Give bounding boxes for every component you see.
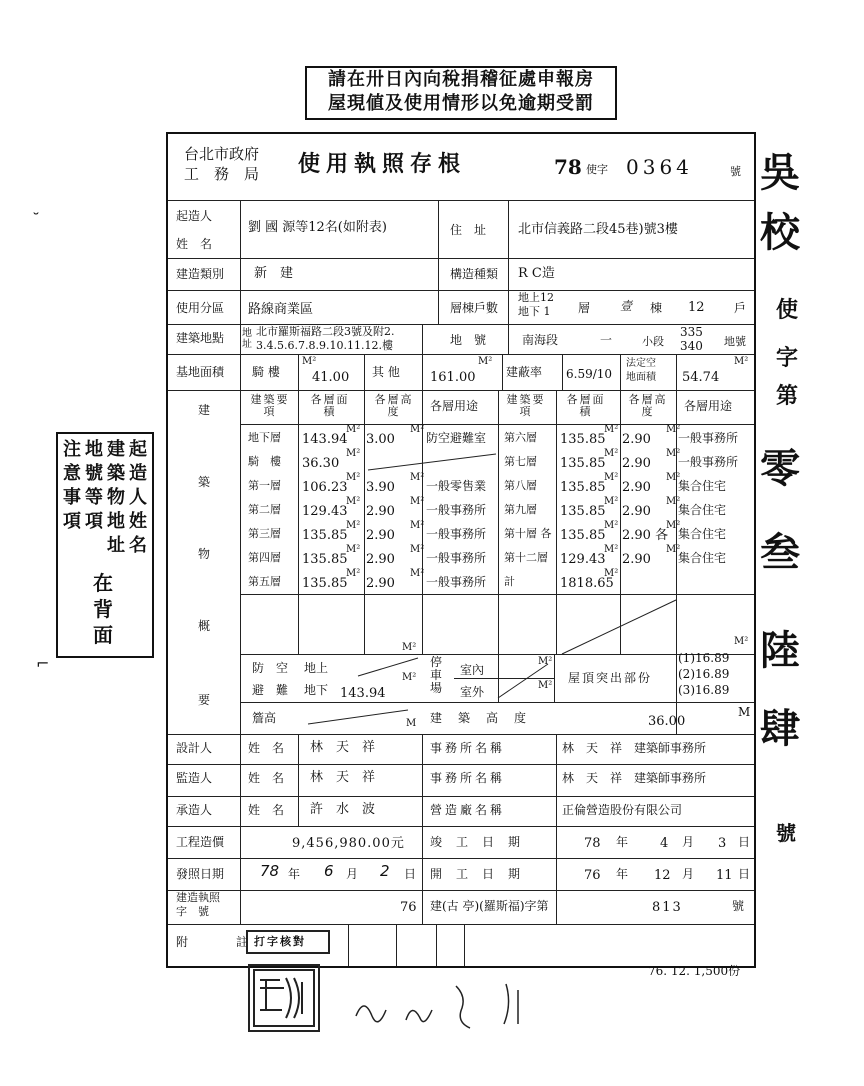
- permit-ref-suffix: 號: [732, 899, 745, 913]
- supervisor-name-label: 姓 名: [248, 771, 285, 785]
- hdr-item-left: 建築要項: [250, 393, 290, 418]
- tax-notice: [305, 66, 617, 120]
- floor-height-unit: M²: [666, 520, 681, 531]
- floor-area: 135.85: [560, 480, 606, 495]
- contractor-company-label: 營造廠名稱: [430, 803, 506, 817]
- hdr-height-right: 各層高度: [628, 393, 668, 418]
- summary-side-char: 築: [198, 475, 211, 489]
- row-line: [168, 734, 754, 735]
- floor-height: 2.90: [366, 504, 395, 519]
- eaves-label: 簷高: [252, 711, 277, 725]
- side-note-col2: 建築物地址: [107, 439, 125, 556]
- structure-label: 構造種類: [450, 267, 499, 281]
- parking-strike: [498, 664, 548, 698]
- stamp-col: [436, 924, 437, 966]
- other-value: 161.00: [430, 370, 476, 385]
- col-line: [676, 354, 677, 390]
- floor-use: 集合住宅: [678, 527, 727, 541]
- ratio-label: 建蔽率: [506, 365, 543, 379]
- supervisor-label: 監造人: [176, 771, 213, 785]
- issue-month-word: 月: [346, 867, 359, 881]
- right-margin-char: 零: [760, 445, 800, 492]
- floor-use: 集合住宅: [678, 551, 727, 565]
- issue-year: 78: [260, 862, 280, 880]
- total-strike: [562, 594, 676, 654]
- row-line: [168, 924, 754, 925]
- roof-v2: (2)16.89: [678, 667, 730, 681]
- col-line: [676, 390, 677, 734]
- approval-seal-stamp: [248, 964, 320, 1032]
- floor-area-unit: M²: [346, 424, 361, 435]
- supervisor-office: 林 天 祥 建築師事務所: [562, 771, 707, 785]
- print-count: 76. 12. 1,500份: [648, 964, 741, 978]
- address-value: 北市信義路二段45巷)號3樓: [518, 222, 678, 237]
- floor-height: 2.90: [622, 456, 651, 471]
- floor-area: 129.43: [302, 504, 348, 519]
- floor-use: 集合住宅: [678, 503, 727, 517]
- floor-name: 計: [504, 575, 515, 588]
- owner-label-2: 姓 名: [176, 237, 213, 251]
- floor-height: 3.90: [366, 480, 395, 495]
- roof-label: 屋頂突出部份: [568, 671, 653, 685]
- hdr-area-left: 各層面積: [310, 393, 350, 418]
- other-label: 其 他: [372, 365, 400, 379]
- floor-use: 防空避難室: [426, 431, 487, 445]
- supervisor-name: 林 天 祥: [310, 770, 376, 785]
- floor-area: 135.85: [302, 552, 348, 567]
- floor-height: 2.90: [622, 432, 651, 447]
- unit-word: 戶: [734, 301, 747, 315]
- col-line: [298, 734, 299, 826]
- side-note-box: [56, 432, 154, 658]
- row-line: [168, 290, 754, 291]
- designer-office: 林 天 祥 建築師事務所: [562, 741, 707, 755]
- legal-label-1: 法定空: [626, 358, 656, 369]
- completion-label: 竣工日期: [430, 835, 535, 849]
- floor-name: 第八層: [504, 479, 537, 492]
- floor-area-unit: M²: [604, 520, 619, 531]
- row-line: [168, 764, 754, 765]
- floor-name: 第三層: [248, 527, 281, 540]
- floor-height: 2.90: [622, 480, 651, 495]
- contractor-company: 正倫營造股份有限公司: [562, 803, 683, 817]
- tax-notice-line1: 請在卅日內向稅捐稽征處申報房: [328, 69, 594, 90]
- designer-name: 林 天 祥: [310, 740, 376, 755]
- margin-mark: ⌐: [36, 654, 50, 673]
- floor-area-unit: M²: [604, 424, 619, 435]
- designer-name-label: 姓 名: [248, 741, 285, 755]
- row-line: [168, 200, 754, 201]
- unit-count: 12: [688, 300, 705, 315]
- floors-units-label: 層棟戶數: [450, 301, 499, 315]
- summary-side-char: 概: [198, 619, 211, 633]
- issue-day: 2: [380, 862, 390, 880]
- col-line: [508, 200, 509, 354]
- floor-height: 2.90: [366, 576, 395, 591]
- bldg-height-unit: M: [738, 705, 751, 719]
- floor-use: 一般零售業: [426, 479, 487, 493]
- floor-area: 135.85: [560, 456, 606, 471]
- shelter-above-strike: [358, 656, 418, 676]
- eaves-strike: [308, 708, 408, 724]
- location-line1: 北市羅斯福路二段3號及附2.: [256, 325, 395, 338]
- completion-year-word: 年: [616, 835, 629, 849]
- roof-v3: (3)16.89: [678, 683, 730, 697]
- hdr-use-left: 各層用途: [430, 399, 479, 413]
- attach-label: 附 註: [176, 935, 267, 949]
- permit-suffix: 號: [730, 165, 741, 178]
- permit-ref-label-1: 建造執照: [176, 891, 220, 904]
- floors-above: 地上12: [518, 291, 554, 304]
- permit-form: [166, 132, 756, 968]
- floor-height-unit: M²: [410, 472, 425, 483]
- zone-value: 路線商業區: [248, 302, 314, 317]
- floor-use: 一般事務所: [678, 431, 739, 445]
- completion-month: 4: [660, 836, 669, 851]
- bldg-count: 壹: [620, 299, 633, 313]
- floor-area: 135.85: [302, 528, 348, 543]
- right-margin-char: 叁: [760, 529, 800, 576]
- riding-unit: M²: [302, 356, 317, 367]
- side-note-col1: 起造人姓名: [129, 439, 147, 556]
- floor-height-unit: M²: [666, 544, 681, 555]
- ratio-value: 6.59/10: [566, 367, 613, 381]
- completion-year: 78: [584, 836, 601, 851]
- legal-unit: M²: [734, 356, 749, 367]
- floor-use: 集合住宅: [678, 479, 727, 493]
- issue-label: 發照日期: [176, 867, 225, 881]
- floor-name: 第十層 各: [504, 527, 552, 540]
- floor-use: 一般事務所: [426, 527, 487, 541]
- riding-value: 41.00: [312, 370, 350, 385]
- col-line: [620, 354, 621, 390]
- floor-area-unit: M²: [604, 472, 619, 483]
- floor-name: 第四層: [248, 551, 281, 564]
- seal-icon: [250, 966, 318, 1030]
- floor-height: 2.90: [622, 504, 651, 519]
- floor-area-unit: M²: [604, 448, 619, 459]
- riding-strike: [368, 452, 498, 472]
- row-line: [168, 354, 754, 355]
- floor-area-unit: M²: [346, 544, 361, 555]
- right-margin-char: 校: [760, 209, 800, 256]
- shelter-label-1: 防 空: [252, 661, 289, 675]
- floor-area: 36.30: [302, 456, 340, 471]
- lot-label: 地 號: [450, 333, 487, 347]
- roof-unit: M²: [734, 636, 749, 647]
- eaves-unit: M: [406, 718, 417, 729]
- floor-name: 第七層: [504, 455, 537, 468]
- col-line: [422, 734, 423, 924]
- floor-name: 第一層: [248, 479, 281, 492]
- col-line: [502, 354, 503, 390]
- floor-name: 第十二層: [504, 551, 548, 564]
- floor-area: 135.85: [560, 504, 606, 519]
- shelter-label-2: 避 難: [252, 683, 289, 697]
- col-line: [364, 354, 365, 390]
- floor-area-unit: M²: [346, 568, 361, 579]
- signature-marks: [336, 976, 566, 1036]
- hdr-item-right: 建築要項: [506, 393, 546, 418]
- permit-year: 78: [554, 155, 582, 179]
- start-month: 12: [654, 868, 671, 883]
- floor-height: 2.90: [622, 552, 651, 567]
- floor-area: 135.85: [302, 576, 348, 591]
- lot-dash: 一: [600, 333, 613, 347]
- location-label: 建築地點: [176, 331, 225, 345]
- right-margin-char: 肆: [760, 705, 800, 752]
- completion-day-word: 日: [738, 835, 751, 849]
- col-line: [298, 354, 299, 390]
- lot-small: 小段: [642, 335, 664, 348]
- summary-side-char: 物: [198, 547, 211, 561]
- floor-use: 一般事務所: [426, 551, 487, 565]
- col-line: [364, 390, 365, 654]
- start-day: 11: [716, 868, 733, 883]
- right-margin-char: 第: [776, 383, 799, 409]
- issue-day-word: 日: [404, 867, 417, 881]
- floor-height: 2.90: [366, 552, 395, 567]
- completion-month-word: 月: [682, 835, 695, 849]
- start-year-word: 年: [616, 867, 629, 881]
- floor-height-unit: M²: [666, 424, 681, 435]
- floor-height-unit: M²: [410, 544, 425, 555]
- floor-name: 第九層: [504, 503, 537, 516]
- contractor-label: 承造人: [176, 803, 213, 817]
- designer-office-label: 事務所名稱: [430, 741, 506, 755]
- other-unit: M²: [478, 356, 493, 367]
- parking-outdoor-unit: M²: [538, 680, 553, 691]
- col-line: [438, 200, 439, 324]
- floor-name: 第五層: [248, 575, 281, 588]
- floor-height-unit: M²: [410, 496, 425, 507]
- lot-no2: 340: [680, 339, 703, 353]
- floor-area: 129.43: [560, 552, 606, 567]
- row-line: [168, 390, 754, 391]
- start-label: 開工日期: [430, 867, 535, 881]
- floor-use: 一般事務所: [678, 455, 739, 469]
- floor-area-unit: M²: [346, 472, 361, 483]
- contractor-name-label: 姓 名: [248, 803, 285, 817]
- col-line: [562, 354, 563, 390]
- address-label: 住 址: [450, 223, 487, 237]
- floor-name: 騎 樓: [248, 455, 281, 468]
- floor-area-unit: M²: [604, 544, 619, 555]
- floor-area-unit: M²: [346, 448, 361, 459]
- cost-label: 工程造價: [176, 835, 225, 849]
- col-line: [240, 200, 241, 924]
- col-line: [556, 734, 557, 924]
- issue-month: 6: [324, 862, 334, 880]
- parking-indoor-unit: M²: [538, 656, 553, 667]
- hdr-use-right: 各層用途: [684, 399, 733, 413]
- right-margin-char: 使: [776, 297, 799, 323]
- contractor-name: 許 水 波: [310, 802, 376, 817]
- stamp-col: [396, 924, 397, 966]
- build-type-label: 建造類別: [176, 267, 225, 281]
- permit-ref-text: 建(古 亭)(羅斯福)字第: [430, 899, 549, 913]
- supervisor-office-label: 事務所名稱: [430, 771, 506, 785]
- location-line2: 3.4.5.6.7.8.9.10.11.12.樓: [256, 339, 393, 352]
- parking-outdoor: 室外: [460, 685, 485, 699]
- col-line: [498, 390, 499, 702]
- hdr-height-left: 各層高度: [374, 393, 414, 418]
- bldg-height-value: 36.00: [648, 714, 686, 729]
- hdr-area-right: 各層面積: [566, 393, 606, 418]
- typing-check-stamp: [246, 930, 330, 954]
- shelter-below-value: 143.94: [340, 686, 386, 701]
- floor-area-unit: M²: [604, 496, 619, 507]
- build-type-value: 新 建: [254, 266, 294, 281]
- lot-suffix: 地號: [724, 335, 746, 348]
- start-day-word: 日: [738, 867, 751, 881]
- row-line: [168, 796, 754, 797]
- floor-name: 地下層: [248, 431, 281, 444]
- tax-notice-line2: 屋現値及使用情形以免逾期受罰: [328, 93, 594, 114]
- shelter-above: 地上: [304, 661, 329, 675]
- form-title: 使用執照存根: [298, 151, 467, 177]
- shelter-below: 地下: [304, 683, 329, 697]
- gov-line1: 台北市政府: [184, 145, 260, 163]
- structure-value: R C造: [518, 266, 555, 281]
- bldg-unit: 棟: [650, 301, 663, 315]
- floor-height-unit: M²: [666, 448, 681, 459]
- col-line: [422, 354, 423, 390]
- floor-area: 135.85: [560, 432, 606, 447]
- floor-area: 1818.65: [560, 576, 614, 591]
- floor-height-unit: M²: [410, 568, 425, 579]
- col-line: [422, 324, 423, 354]
- shelter-above-unit: M²: [402, 642, 417, 653]
- floor-height: 3.00: [366, 432, 395, 447]
- permit-ref-label-2: 字 號: [176, 905, 209, 918]
- roof-v1: (1)16.89: [678, 651, 730, 665]
- floor-area: 135.85: [560, 528, 606, 543]
- permit-ref-number: 813: [652, 900, 683, 915]
- floor-height: 2.90 各: [622, 528, 669, 543]
- side-note-inline: 在背面: [93, 571, 113, 647]
- floor-area: 143.94: [302, 432, 348, 447]
- issue-year-word: 年: [288, 867, 301, 881]
- floor-height-unit: M²: [666, 472, 681, 483]
- floor-area-unit: M²: [346, 520, 361, 531]
- typing-check-text: 打字核對: [254, 935, 306, 948]
- bldg-height-label: 建 築 高 度: [430, 711, 529, 725]
- floor-height-unit: M²: [410, 520, 425, 531]
- riding-label: 騎 樓: [252, 365, 280, 379]
- floor-area: 106.23: [302, 480, 348, 495]
- site-area-label: 基地面積: [176, 365, 225, 379]
- completion-day: 3: [718, 836, 727, 851]
- zone-label: 使用分區: [176, 301, 225, 315]
- legal-value: 54.74: [682, 370, 720, 385]
- side-note-col4: 注意事項: [63, 439, 81, 532]
- designer-label: 設計人: [176, 741, 213, 755]
- permit-prefix: 使字: [586, 163, 608, 176]
- start-month-word: 月: [682, 867, 695, 881]
- floor-name: 第六層: [504, 431, 537, 444]
- right-margin-char: 吳: [760, 149, 800, 196]
- permit-number: 0364: [626, 155, 693, 179]
- floor-name: 第二層: [248, 503, 281, 516]
- margin-mark: ˘: [32, 210, 40, 229]
- permit-ref-year: 76: [400, 900, 417, 915]
- right-margin-char: 號: [776, 821, 796, 845]
- floor-height: 2.90: [366, 528, 395, 543]
- gov-line2: 工 務 局: [184, 165, 260, 183]
- summary-side-char: 要: [198, 693, 211, 707]
- owner-value: 劉 國 源等12名(如附表): [248, 220, 387, 235]
- floor-use: 一般事務所: [426, 575, 487, 589]
- floors-below: 地下 1: [518, 305, 551, 318]
- floor-use: 一般事務所: [426, 503, 487, 517]
- lot-no1: 335: [680, 325, 703, 339]
- start-year: 76: [584, 868, 601, 883]
- parking-label: 停車場: [430, 655, 443, 695]
- lot-section: 南海段: [522, 333, 559, 347]
- shelter-below-unit: M²: [402, 672, 417, 683]
- col-line: [554, 654, 555, 702]
- parking-indoor: 室內: [460, 663, 485, 677]
- cost-value: 9,456,980.00元: [292, 836, 405, 851]
- right-margin-char: 陸: [760, 627, 800, 674]
- location-side: 地址: [242, 328, 252, 350]
- floor-area-unit: M²: [346, 496, 361, 507]
- stamp-col: [348, 924, 349, 966]
- floor-area-unit: M²: [604, 568, 619, 579]
- stamp-col: [464, 924, 465, 966]
- summary-side-char: 建: [198, 403, 211, 417]
- col-line: [556, 390, 557, 654]
- row-line: [168, 826, 754, 827]
- floor-height-unit: M²: [666, 496, 681, 507]
- col-line: [298, 390, 299, 654]
- floor-height-unit: M²: [410, 424, 425, 435]
- row-line: [168, 858, 754, 859]
- row-line: [168, 890, 754, 891]
- owner-label-1: 起造人: [176, 209, 213, 223]
- floors-layer-word: 層: [578, 301, 591, 315]
- row-line: [168, 258, 754, 259]
- right-margin-char: 字: [776, 345, 799, 371]
- side-note-col3: 地號等項: [85, 439, 103, 532]
- legal-label-2: 地面積: [626, 372, 656, 383]
